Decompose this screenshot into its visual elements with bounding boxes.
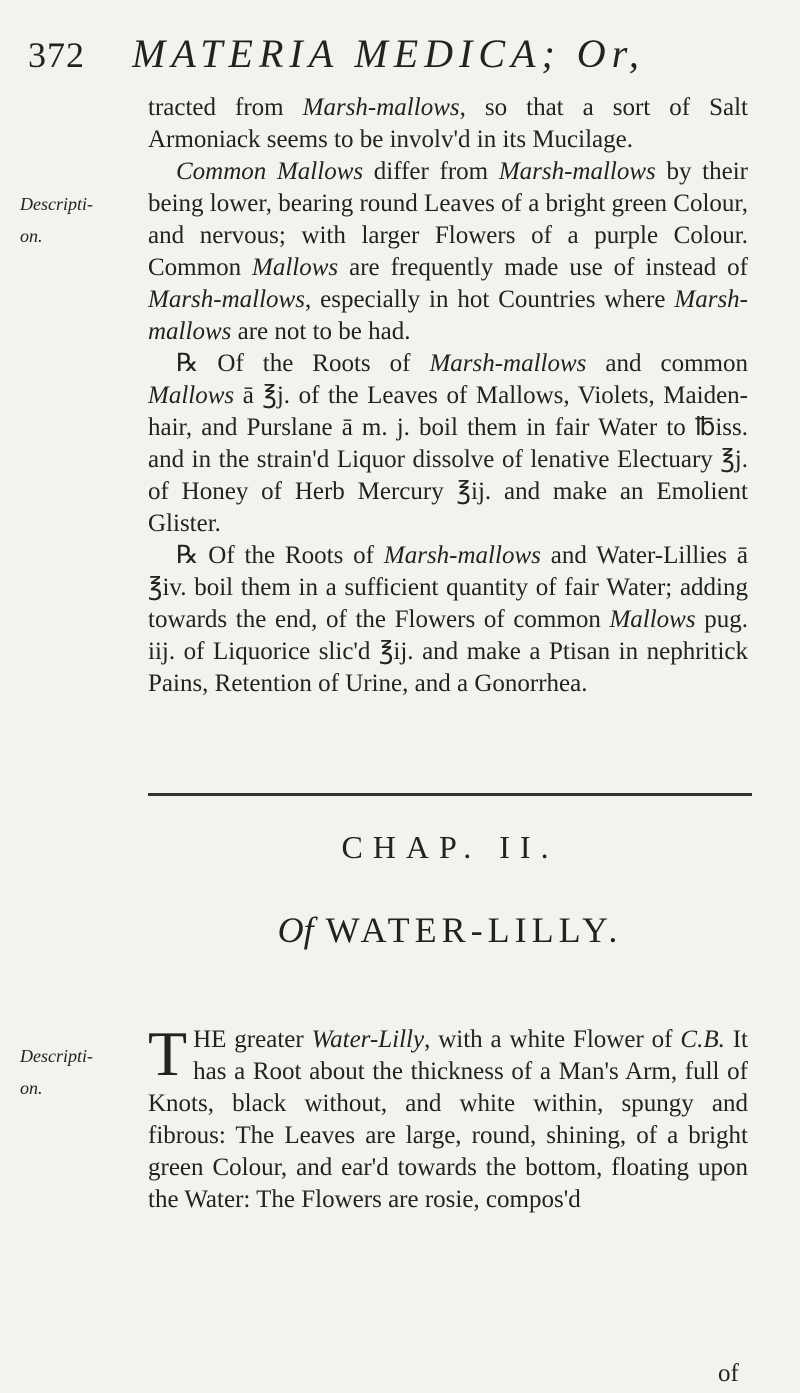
recipe-paragraph-glister: ℞ Of the Roots of Marsh-mallows and common Mallows ā ℥j. of the Leaves of Mallows, Violets, Maiden-hair, and Purslane ā m. j. boil them in fair Water to ℔iss. and in the strain'd Liquor dissolve of lenative Electuary ℥j. of Honey of Herb Mercury ℥ij. and make an Emolient Glister.: [148, 350, 748, 537]
section-water-lilly: [148, 1018, 749, 1216]
margin-note-description: Descripti-on.: [20, 194, 93, 246]
continuation-paragraph: tracted from Marsh-mallows, so that a sort of Salt Armoniack seems to be involv'd in its Mucilage.: [148, 94, 748, 153]
description-paragraph: Common Mallows differ from Marsh-mallows by their being lower, bearing round Leaves of a bright green Colour, and nervous; with larger Flowers of a purple Colour. Common Mallows are frequently made use of instead of Marsh-mallows, especially in hot Countries where Marsh-mallows are not to be had.: [148, 158, 748, 345]
water-lilly-description: THE greater Water-Lilly, with a white Flower of C.B. It has a Root about the thickness of a Man's Arm, full of Knots, black without, and white within, spungy and fibrous: The Leaves are large, round, shining, of a bright green Colour, and ear'd towards the bottom, floating upon the Water: The Flowers are rosie, compos'd: [148, 1018, 749, 1213]
section-mallows: [148, 92, 748, 700]
chapter-number: CHAP. II.: [341, 829, 559, 865]
catchword: of: [718, 1360, 739, 1387]
chapter-title: Of WATER-LILLY.: [277, 910, 623, 950]
margin-note-description-2: Descripti-on.: [20, 1046, 93, 1098]
page-number: 372: [28, 35, 85, 75]
section-divider: [148, 793, 752, 796]
running-title: MATERIA MEDICA; Or,: [132, 31, 645, 76]
drop-cap: T: [148, 1018, 188, 1089]
recipe-paragraph-ptisan: ℞ Of the Roots of Marsh-mallows and Water-Lillies ā ℥iv. boil them in a sufficient quantity of fair Water; adding towards the end, of the Flowers of common Mallows pug. iij. of Liquorice slic'd ℥ij. and make a Ptisan in nephritick Pains, Retention of Urine, and a Gonorrhea.: [148, 542, 748, 697]
page-header: [28, 30, 748, 76]
